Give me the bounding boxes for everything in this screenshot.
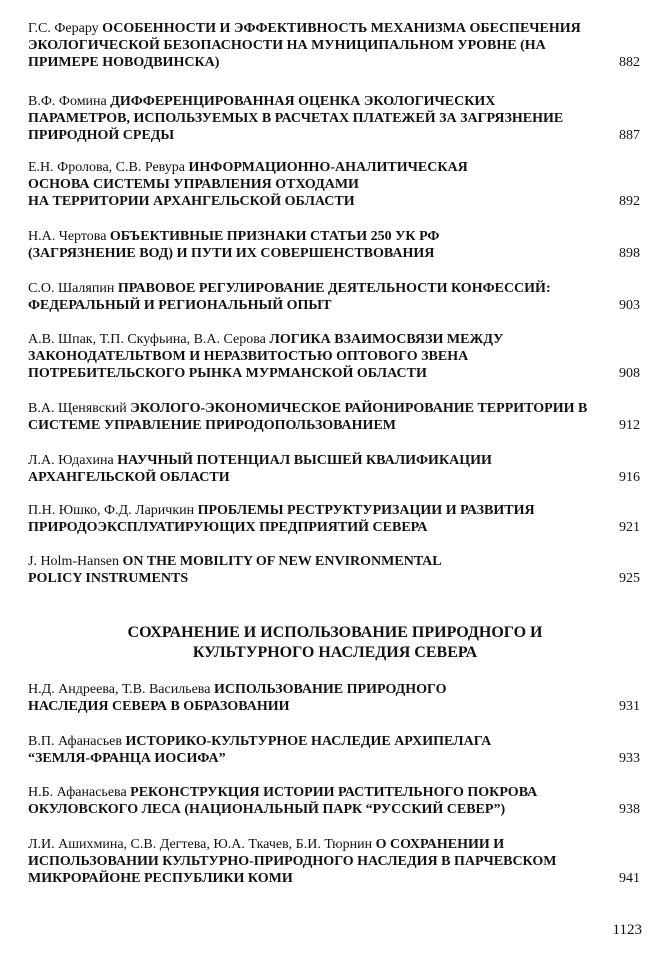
- entry-title-line: ОСОБЕННОСТИ И ЭФФЕКТИВНОСТЬ МЕХАНИЗМА ОБЕСПЕЧЕНИЯ: [102, 21, 581, 36]
- entry-page-number: 908: [619, 366, 640, 381]
- entry-title-line: ПРИРОДНОЙ СРЕДЫ: [28, 128, 175, 143]
- entry-page-number: 916: [619, 470, 640, 485]
- entry-page-number: 941: [619, 871, 640, 886]
- entry-page-number: 933: [619, 751, 640, 766]
- entry-author: Л.А. Юдахина: [28, 453, 114, 468]
- section-heading-line: СОХРАНЕНИЕ И ИСПОЛЬЗОВАНИЕ ПРИРОДНОГО И: [127, 624, 543, 641]
- toc-line: [28, 836, 640, 853]
- toc-line: [28, 280, 640, 297]
- entry-page-number: 898: [619, 246, 640, 261]
- toc-entry: [28, 331, 640, 382]
- toc-line: [28, 228, 640, 245]
- entry-title-line: НАУЧНЫЙ ПОТЕНЦИАЛ ВЫСШЕЙ КВАЛИФИКАЦИИ: [117, 453, 492, 468]
- entry-title-line: ОСНОВА СИСТЕМЫ УПРАВЛЕНИЯ ОТХОДАМИ: [28, 177, 359, 192]
- section-heading: [0, 623, 670, 663]
- entry-page-number: 938: [619, 802, 640, 817]
- entry-title-line: ИСПОЛЬЗОВАНИЕ ПРИРОДНОГО: [213, 682, 447, 697]
- entry-title-line: ПРОБЛЕМЫ РЕСТРУКТУРИЗАЦИИ И РАЗВИТИЯ: [197, 503, 535, 518]
- entry-title-line: МИКРОРАЙОНЕ РЕСПУБЛИКИ КОМИ: [28, 871, 293, 886]
- toc-entry: [28, 784, 640, 818]
- entry-author: Н.Б. Афанасьева: [28, 785, 127, 800]
- toc-line: [28, 159, 640, 176]
- entry-author: Н.Д. Андреева, Т.В. Васильева: [28, 682, 211, 697]
- entry-author: Л.И. Ашихмина, С.В. Дегтева, Ю.А. Ткачев, Б.И. Тюрнин: [28, 837, 373, 852]
- entry-page-number: 903: [619, 298, 640, 313]
- entry-title-line: ПРАВОВОЕ РЕГУЛИРОВАНИЕ ДЕЯТЕЛЬНОСТИ КОНФЕССИЙ:: [117, 281, 551, 296]
- entry-title-line: ИНФОРМАЦИОННО-АНАЛИТИЧЕСКАЯ: [188, 160, 468, 175]
- entry-title-line: (ЗАГРЯЗНЕНИЕ ВОД) И ПУТИ ИХ СОВЕРШЕНСТВОВАНИЯ: [28, 246, 435, 261]
- entry-title-line: “ЗЕМЛЯ-ФРАНЦА ИОСИФА”: [28, 751, 226, 766]
- toc-line: [28, 452, 640, 469]
- toc-entry: [28, 400, 640, 434]
- entry-title-line: ИСТОРИКО-КУЛЬТУРНОЕ НАСЛЕДИЕ АРХИПЕЛАГА: [125, 734, 492, 749]
- toc-entry: [28, 20, 640, 71]
- entry-title-line: ПАРАМЕТРОВ, ИСПОЛЬЗУЕМЫХ В РАСЧЕТАХ ПЛАТЕЖЕЙ ЗА ЗАГРЯЗНЕНИЕ: [28, 111, 564, 126]
- toc-entry: [28, 681, 640, 715]
- entry-title-line: ЭКОЛОГИЧЕСКОЙ БЕЗОПАСНОСТИ НА МУНИЦИПАЛЬНОМ УРОВНЕ (НА: [28, 38, 546, 53]
- entry-page-number: 882: [619, 55, 640, 70]
- entry-author: В.П. Афанасьев: [28, 734, 122, 749]
- entry-title-line: О СОХРАНЕНИИ И: [375, 837, 505, 852]
- toc-line: [28, 733, 640, 750]
- toc-entry: [28, 452, 640, 486]
- toc-entry: [28, 733, 640, 767]
- entry-title-line: НА ТЕРРИТОРИИ АРХАНГЕЛЬСКОЙ ОБЛАСТИ: [28, 194, 355, 209]
- toc-line: [28, 784, 640, 801]
- entry-title-line: ON THE MOBILITY OF NEW ENVIRONMENTAL: [122, 554, 442, 569]
- entry-page-number: 892: [619, 194, 640, 209]
- entry-title-line: ДИФФЕРЕНЦИРОВАННАЯ ОЦЕНКА ЭКОЛОГИЧЕСКИХ: [110, 94, 496, 109]
- entry-page-number: 887: [619, 128, 640, 143]
- section-heading-line: КУЛЬТУРНОГО НАСЛЕДИЯ СЕВЕРА: [192, 644, 478, 661]
- entry-title-line: POLICY INSTRUMENTS: [28, 571, 189, 586]
- page-folio-number: 1123: [612, 922, 642, 938]
- toc-entry: [28, 159, 640, 210]
- entry-author: П.Н. Юшко, Ф.Д. Ларичкин: [28, 503, 195, 518]
- toc-line: [28, 20, 640, 37]
- entry-page-number: 921: [619, 520, 640, 535]
- toc-entry: [28, 502, 640, 536]
- entry-author: Г.С. Ферару: [28, 21, 99, 36]
- entry-author: J. Holm-Hansen: [28, 554, 119, 569]
- toc-entry: [28, 228, 640, 262]
- entry-title-line: РЕКОНСТРУКЦИЯ ИСТОРИИ РАСТИТЕЛЬНОГО ПОКРОВА: [130, 785, 538, 800]
- entry-title-line: ЭКОЛОГО-ЭКОНОМИЧЕСКОЕ РАЙОНИРОВАНИЕ ТЕРРИТОРИИ В: [130, 401, 588, 416]
- toc-line: [28, 681, 640, 698]
- toc-line: [28, 331, 640, 348]
- entry-author: Н.А. Чертова: [28, 229, 107, 244]
- toc-line: [28, 553, 640, 570]
- entry-title-line: НАСЛЕДИЯ СЕВЕРА В ОБРАЗОВАНИИ: [28, 699, 290, 714]
- toc-entry: [28, 93, 640, 144]
- entry-page-number: 931: [619, 699, 640, 714]
- entry-title-line: СИСТЕМЕ УПРАВЛЕНИЕ ПРИРОДОПОЛЬЗОВАНИЕМ: [28, 418, 396, 433]
- toc-line: [28, 400, 640, 417]
- entry-title-line: ЛОГИКА ВЗАИМОСВЯЗИ МЕЖДУ: [269, 332, 504, 347]
- toc-line: [28, 93, 640, 110]
- entry-title-line: ПРИРОДОЭКСПЛУАТИРУЮЩИХ ПРЕДПРИЯТИЙ СЕВЕРА: [28, 520, 428, 535]
- entry-title-line: ОКУЛОВСКОГО ЛЕСА (НАЦИОНАЛЬНЫЙ ПАРК “РУССКИЙ СЕВЕР”): [28, 802, 506, 817]
- toc-line: [28, 502, 640, 519]
- entry-title-line: АРХАНГЕЛЬСКОЙ ОБЛАСТИ: [28, 470, 230, 485]
- entry-author: В.Ф. Фомина: [28, 94, 107, 109]
- entry-title-line: ОБЪЕКТИВНЫЕ ПРИЗНАКИ СТАТЬИ 250 УК РФ: [109, 229, 440, 244]
- entry-author: А.В. Шпак, Т.П. Скуфьина, В.А. Серова: [28, 332, 266, 347]
- toc-entry: [28, 553, 640, 587]
- entry-title-line: ПОТРЕБИТЕЛЬСКОГО РЫНКА МУРМАНСКОЙ ОБЛАСТИ: [28, 366, 427, 381]
- toc-entry: [28, 836, 640, 887]
- entry-title-line: ПРИМЕРЕ НОВОДВИНСКА): [28, 55, 220, 70]
- toc-entry: [28, 280, 640, 314]
- entry-page-number: 912: [619, 418, 640, 433]
- entry-author: Е.Н. Фролова, С.В. Ревура: [28, 160, 186, 175]
- entry-author: С.О. Шаляпин: [28, 281, 115, 296]
- entry-title-line: ЗАКОНОДАТЕЛЬТВОМ И НЕРАЗВИТОСТЬЮ ОПТОВОГО ЗВЕНА: [28, 349, 469, 364]
- entry-title-line: ИСПОЛЬЗОВАНИИ КУЛЬТУРНО-ПРИРОДНОГО НАСЛЕДИЯ В ПАРЧЕВСКОМ: [28, 854, 557, 869]
- entry-title-line: ФЕДЕРАЛЬНЫЙ И РЕГИОНАЛЬНЫЙ ОПЫТ: [28, 298, 332, 313]
- entry-page-number: 925: [619, 571, 640, 586]
- entry-author: В.А. Щенявский: [28, 401, 127, 416]
